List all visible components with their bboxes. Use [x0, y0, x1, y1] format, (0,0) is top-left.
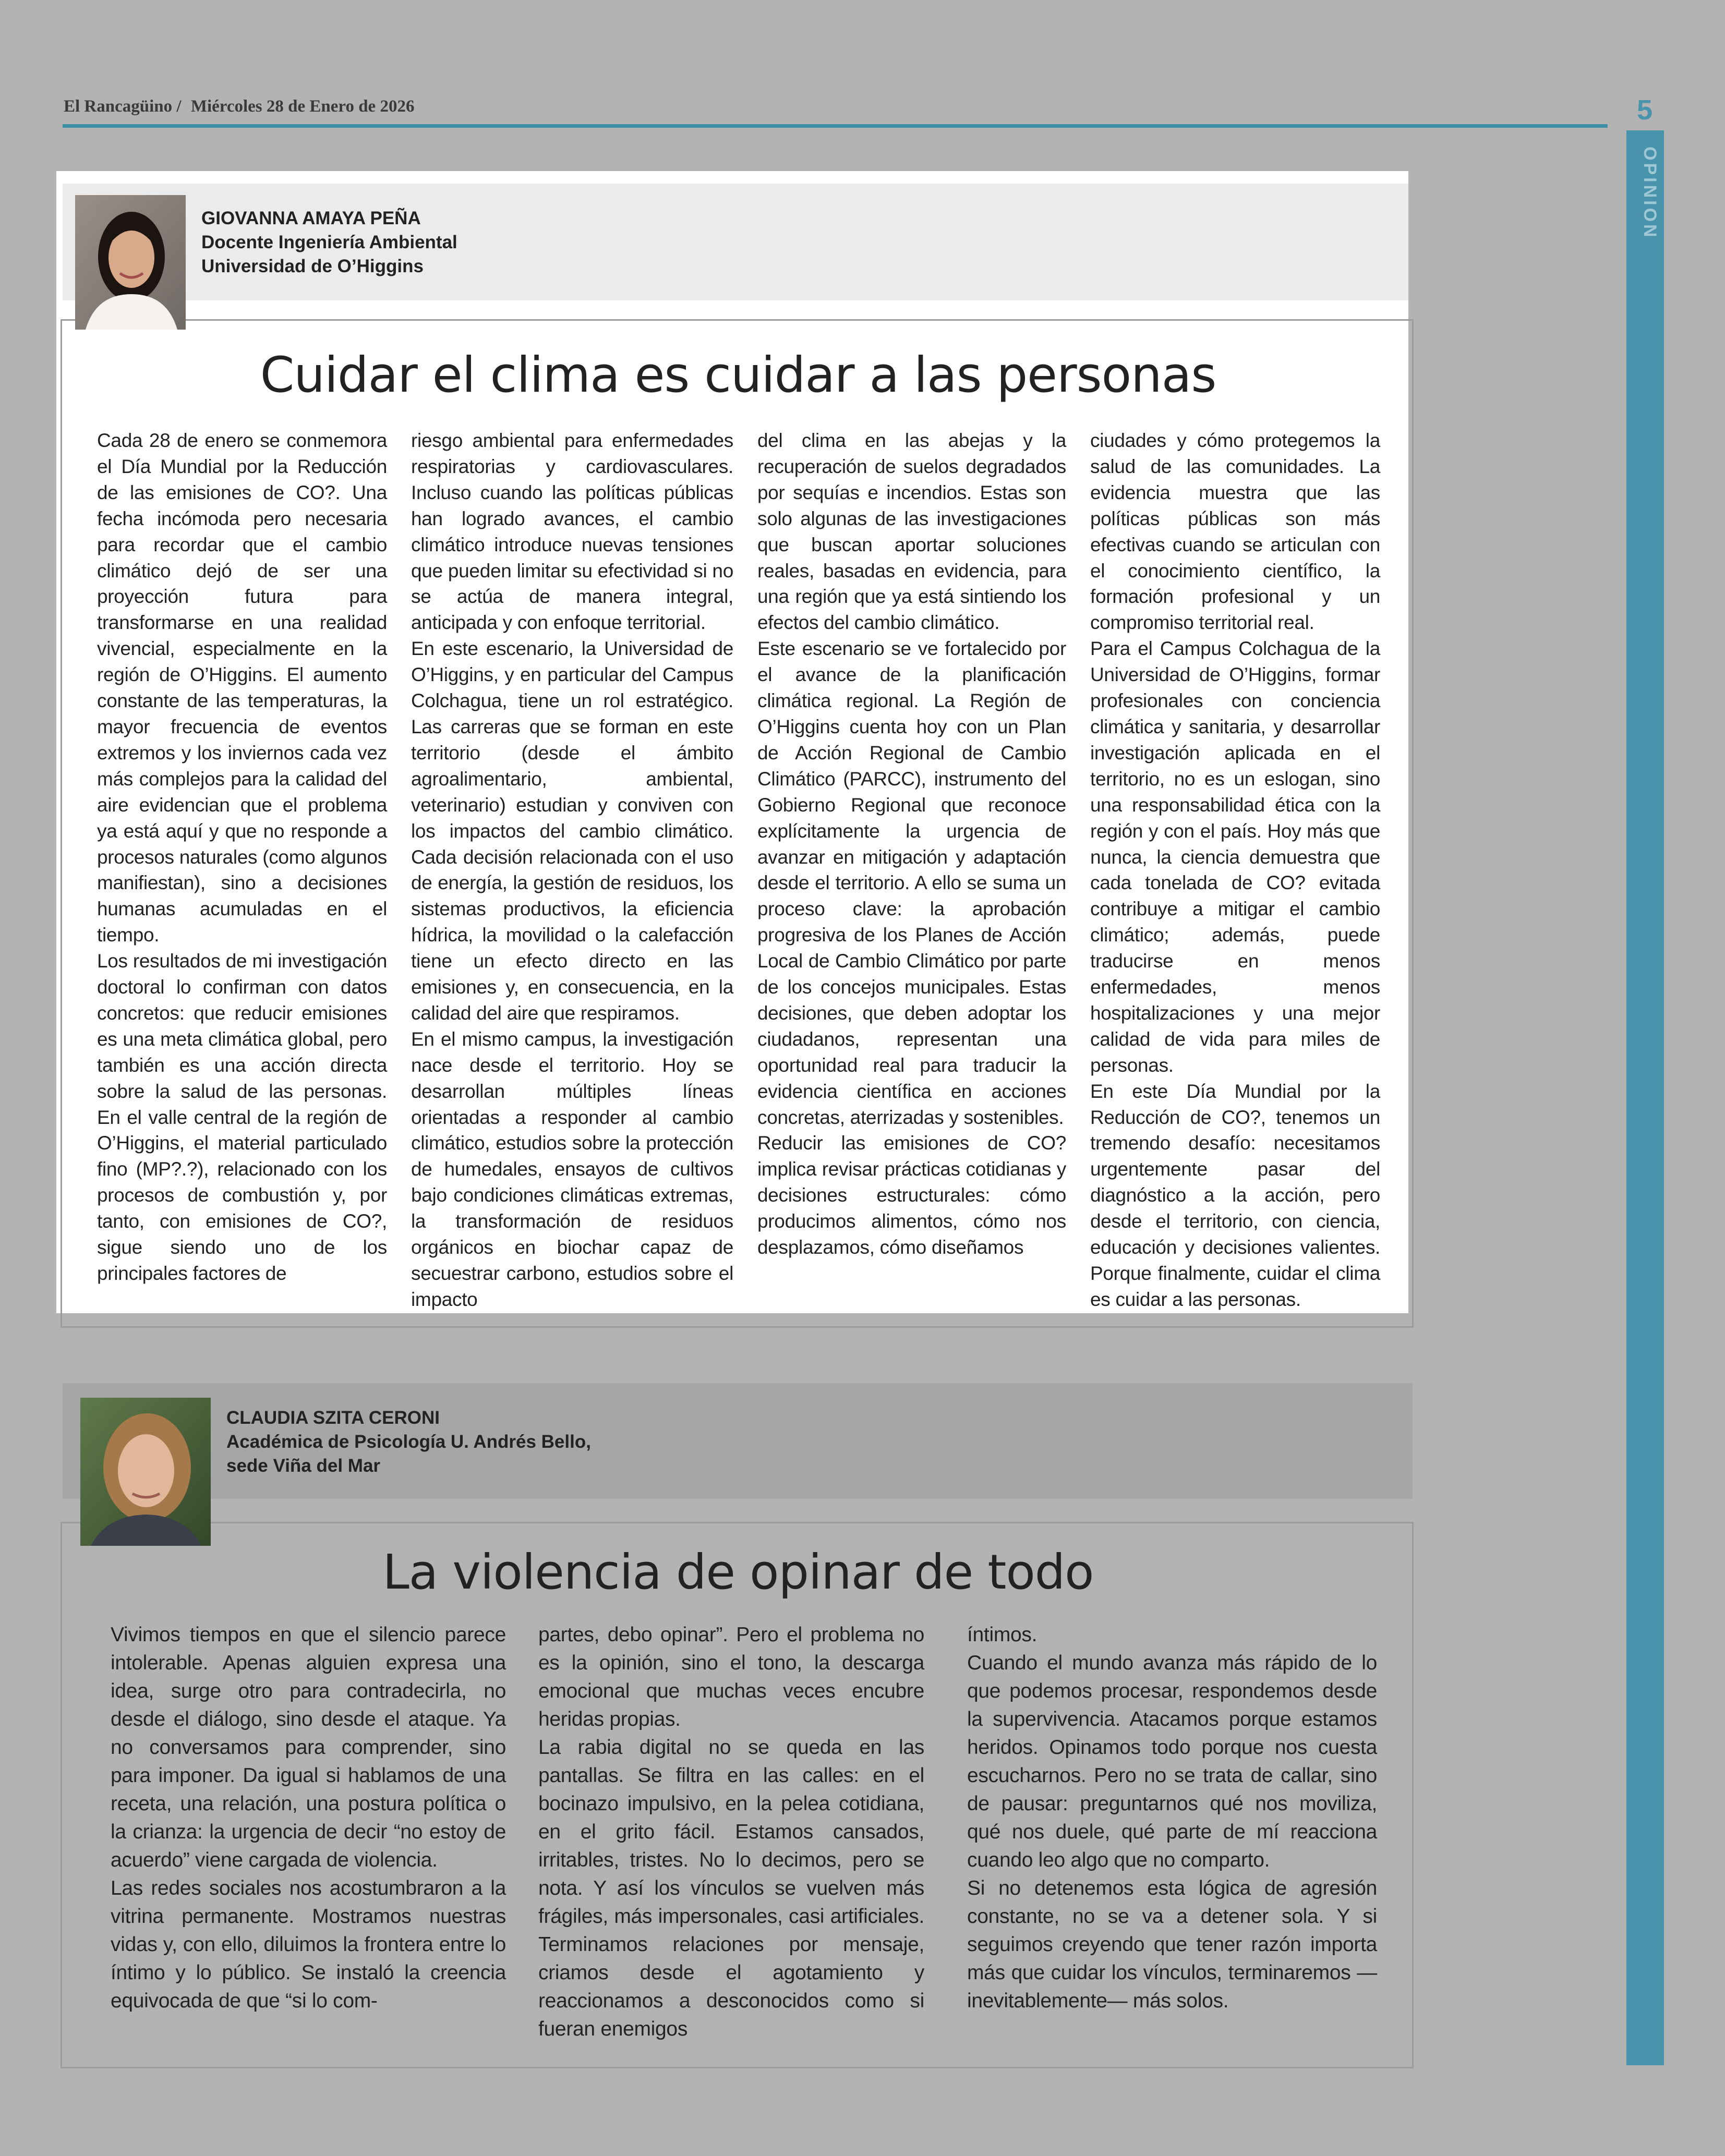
article-2-title: La violencia de opinar de todo: [382, 1544, 1094, 1600]
article-2-paragraph: Las redes sociales nos acostumbraron a la vitrina permanente. Mostramos nuestras vidas y, con ello, diluimos la frontera entre lo íntimo y lo público. Se instaló la creencia equivocada de que “si lo com-: [111, 1877, 506, 2012]
article-1-paragraph: riesgo ambiental para enfermedades respiratorias y cardiovasculares. Incluso cuando las políticas públicas han logrado avances, el cambio climático introduce nuevas tensiones que pueden limitar su efectividad si no se actúa de manera integral, anticipada y con enfoque territorial.: [411, 430, 733, 634]
article-2-paragraph: partes, debo opinar”. Pero el problema no es la opinión, sino el tono, la descarga emocional que muchas veces encubre heridas propias.: [538, 1624, 924, 1730]
article-2-paragraph: La rabia digital no se queda en las pantallas. Se filtra en las calles: en el bocinazo impulsivo, en la pelea cotidiana, en el grito fácil. Estamos cansados, irritables, tristes. No lo decimos, pero se nota. Y así los vínculos se vuelven más frágiles, más impersonales, casi artificiales. Terminamos relaciones por mensaje, criamos desde el agotamiento y reaccionamos a desconocidos como si fueran enemigos: [538, 1736, 924, 2040]
article-1-author-info: [201, 207, 671, 285]
article-2-paragraph: íntimos.: [967, 1624, 1038, 1646]
section-side-bar: [1626, 130, 1664, 2065]
article-1-paragraph: En este escenario, la Universidad de O’Higgins, y en particular del Campus Colchagua, tiene un rol estratégico. Las carreras que se forman en este territorio (desde el ámbito agroalimentario, ambiental, veterinario) estudian y conviven con los impactos del cambio climático. Cada decisión relacionada con el uso de energía, la gestión de residuos, los sistemas productivos, la eficiencia hídrica, la movilidad o la calefacción tiene un efecto directo en las emisiones y, en consecuencia, en la calidad del aire que respiramos.: [411, 638, 733, 1024]
article-2-paragraph: Si no detenemos esta lógica de agresión constante, no se va a detener sola. Y si seguimos creyendo que tener razón importa más que cuidar los vínculos, terminaremos —inevitablemente— más solos.: [967, 1877, 1377, 2012]
article-1-column-4: [1090, 428, 1380, 1310]
article-2-paragraph: Cuando el mundo avanza más rápido de lo que podemos procesar, respondemos desde la supervivencia. Atacamos porque estamos heridos. Opinamos todo porque nos cuesta escucharnos. Pero no se trata de callar, sino de pausar: preguntarnos qué nos moviliza, qué nos duele, qué parte de mí reacciona cuando leo algo que no comparto.: [967, 1652, 1377, 1871]
article-1-author-org: Universidad de O’Higgins: [201, 256, 424, 276]
article-2-author-info: [226, 1406, 748, 1484]
article-1-author-name: GIOVANNA AMAYA PEÑA: [201, 208, 421, 228]
article-1-author-role: Docente Ingeniería Ambiental: [201, 232, 457, 252]
article-2-column-1: [111, 1621, 506, 2028]
article-1-paragraph: ciudades y cómo protegemos la salud de las comunidades. La evidencia muestra que las políticas públicas son más efectivas cuando se articulan con el conocimiento científico, la formación profesional y un compromiso territorial real.: [1090, 430, 1380, 634]
article-1-paragraph: Este escenario se ve fortalecido por el avance de la planificación climática regional. La Región de O’Higgins cuenta hoy con un Plan de Acción Regional de Cambio Climático (PARCC), instrumento del Gobierno Regional que reconoce explícitamente la urgencia de avanzar en mitigación y adaptación desde el territorio. A ello se suma un proceso clave: la aprobación progresiva de los Planes de Acción Local de Cambio Climático por parte de los concejos municipales. Estas decisiones, que deben adoptar los ciudadanos, representan una oportunidad real para traducir la evidencia científica en acciones concretas, aterrizadas y sostenibles.: [757, 638, 1066, 1128]
header-rule: [63, 124, 1608, 128]
article-2-author-name: CLAUDIA SZITA CERONI: [226, 1408, 440, 1428]
article-1-column-1: [97, 428, 387, 1293]
article-1-author-photo: [75, 195, 186, 330]
article-1-paragraph: Los resultados de mi investigación doctoral lo confirman con datos concretos: que reducir emisiones es una meta climática global, pero también es una acción directa sobre la salud de las personas. En el valle central de la región de O’Higgins, el material particulado fino (MP?.?), relacionado con los procesos de combustión y, por tanto, con emisiones de CO?, sigue siendo uno de los principales factores de: [97, 950, 387, 1284]
publication-date: Miércoles 28 de Enero de 2026: [190, 97, 415, 116]
article-2-column-2: [538, 1621, 924, 2040]
page-number: 5: [1636, 94, 1653, 126]
section-label: OPINION: [1640, 146, 1660, 240]
article-1-paragraph: En el mismo campus, la investigación nace desde el territorio. Hoy se desarrollan múltiples líneas orientadas a responder al cambio climático, estudios sobre la protección de humedales, ensayos de cultivos bajo condiciones climáticas extremas, la transformación de residuos orgánicos en biochar capaz de secuestrar carbono, estudios sobre el impacto: [411, 1028, 733, 1310]
article-2-author-photo: [80, 1398, 211, 1546]
page-header: [64, 97, 1608, 128]
article-2-paragraph: Vivimos tiempos en que el silencio parece intolerable. Apenas alguien expresa una idea, surge otro para contradecirla, no desde el diálogo, sino desde el ataque. Ya no conversamos para comprender, sino para imponer. Da igual si hablamos de una receta, una relación, una postura política o la crianza: la urgencia de decir “no estoy de acuerdo” viene cargada de violencia.: [111, 1624, 506, 1871]
article-1-paragraph: Reducir las emisiones de CO? implica revisar prácticas cotidianas y decisiones estructurales: cómo producimos alimentos, cómo nos desplazamos, cómo diseñamos: [757, 1132, 1066, 1258]
article-1-title: Cuidar el clima es cuidar a las personas: [260, 347, 1216, 404]
article-1-column-3: [757, 428, 1066, 1293]
article-1-paragraph: Para el Campus Colchagua de la Universidad de O’Higgins, formar profesionales con conciencia climática y sanitaria, y desarrollar investigación aplicada en el territorio, no es un eslogan, sino una responsabilidad ética con la región y con el país. Hoy más que nunca, la ciencia demuestra que cada tonelada de CO? evitada contribuye a mitigar el cambio climático; además, puede traducirse en menos enfermedades, menos hospitalizaciones y una mejor calidad de vida para miles de personas.: [1090, 638, 1380, 1076]
article-2-author-role: Académica de Psicología U. Andrés Bello,: [226, 1432, 591, 1452]
article-2-column-3: [967, 1621, 1377, 2028]
article-1-column-2: [411, 428, 733, 1310]
article-1-paragraph: del clima en las abejas y la recuperación de suelos degradados por sequías e incendios. Estas son solo algunas de las investigaciones que buscan aportar soluciones reales, basadas en evidencia, para una región que ya está sintiendo los efectos del cambio climático.: [757, 430, 1066, 634]
article-1-paragraph: Cada 28 de enero se conmemora el Día Mundial por la Reducción de las emisiones de CO?. Una fecha incómoda pero necesaria para recordar que el cambio climático dejó de ser una proyección futura para transformarse en una realidad vivencial, especialmente en la región de O’Higgins. El aumento constante de las temperaturas, la mayor frecuencia de eventos extremos y los inviernos cada vez más complejos para la calidad del aire evidencian que el problema ya está aquí y que no responde a procesos naturales (como algunos manifiestan), sino a decisiones humanas acumuladas en el tiempo.: [97, 430, 387, 946]
article-2-author-org: sede Viña del Mar: [226, 1456, 381, 1476]
article-1-paragraph: En este Día Mundial por la Reducción de CO?, tenemos un tremendo desafío: necesitamos urgentemente pasar del diagnóstico a la acción, pero desde el territorio, con ciencia, educación y decisiones valientes. Porque finalmente, cuidar el clima es cuidar a las personas.: [1090, 1080, 1380, 1310]
publication-name: El Rancagüino /: [64, 97, 182, 116]
